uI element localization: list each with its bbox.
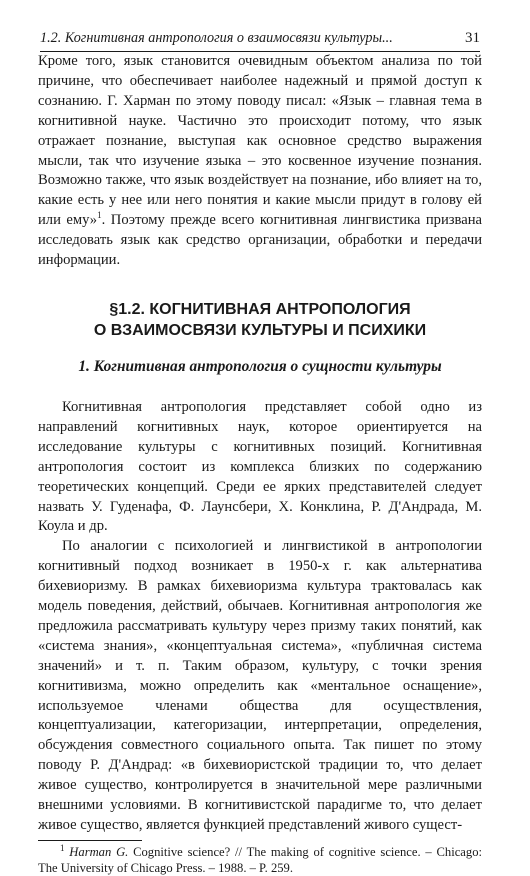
- section-heading: [38, 299, 482, 341]
- intro-paragraph-text: Кроме того, язык становится очевидным объектом анализа по той причине, что обеспечивает наиболее надежный и прямой доступ к сознанию. Г. Харман по этому поводу писал: «Язык – главная тема в когнитивной науке. Частично это происходит потому, что язык отражает познание, выступая как основное средство выражения мысли, так что изучение языка – это косвенное изучение познания. Возможно также, что язык воздействует на познание, ибо влияет на то, какие есть у нее или него понятия и какие мысли придут в голову ей или ему»: [38, 53, 482, 229]
- footnote-author: Harman G.: [69, 844, 129, 859]
- footnote-divider: [38, 840, 142, 841]
- section-heading-line-1: §1.2. КОГНИТИВНАЯ АНТРОПОЛОГИЯ: [109, 300, 411, 318]
- footnote-text: Cognitive science? // The making of cognitive science. – Chicago: The University of Chicago Press. – 1988. – P. 259.: [38, 844, 482, 875]
- intro-paragraph-end: . Поэтому прежде всего когнитивная лингвистика призвана исследовать язык как средство организации, обработки и передачи информации.: [38, 212, 482, 269]
- intro-paragraph: [38, 52, 482, 271]
- footnote-marker: 1: [60, 842, 65, 853]
- subsection-heading: 1. Когнитивная антропология о сущности культуры: [78, 357, 442, 375]
- footnote: [38, 844, 482, 876]
- paragraph-cognitive-anthropology: Когнитивная антропология представляет собой одно из направлений когнитивных наук, которое ориентируется на исследование культуры с когнитивных позиций. Когнитивная антропология состоит из комплекса близких по содержанию теоретических концепций. Среди ее ярких представителей следует назвать У. Гуденафа, Ф. Лаунсбери, Х. Конклина, Р. Д'Андрада, М. Коула и др.: [38, 398, 482, 535]
- paragraph-behaviorism-analogy: По аналогии с психологией и лингвистикой в антропологии когнитивный подход возникает в 1950-х г. как альтернатива бихевиоризму. В рамках бихевиоризма культура трактовалась как модель поведения, действий, обычаев. Когнитивная антропология же предложила рассматривать культуру через призму таких понятий, как «система знания», «концептуальная система», «публичная система значений» и т. п. Таким образом, культуру, с точки зрения когнитивизма, можно определить как «ментальное оснащение», используемое членами общества для осуществления, концептуализации, категоризации, интерпретации, определения, обсуждения совместного социального опыта. Так пишет по этому поводу Р. Д'Андрад: «в бихевиористской традиции то, что делает живое существо, контролируется в значительной мере различными внешними условиями. В когнитивистской парадигме то, что делает живое существо, является функцией представлений живого сущест-: [38, 538, 482, 833]
- page-number: 31: [465, 30, 480, 46]
- section-heading-line-2: О ВЗАИМОСВЯЗИ КУЛЬТУРЫ И ПСИХИКИ: [93, 321, 427, 339]
- running-head-title: 1.2. Когнитивная антропология о взаимосвязи культуры...: [40, 30, 393, 46]
- running-head: [40, 30, 480, 52]
- footnote-reference[interactable]: 1: [97, 210, 102, 221]
